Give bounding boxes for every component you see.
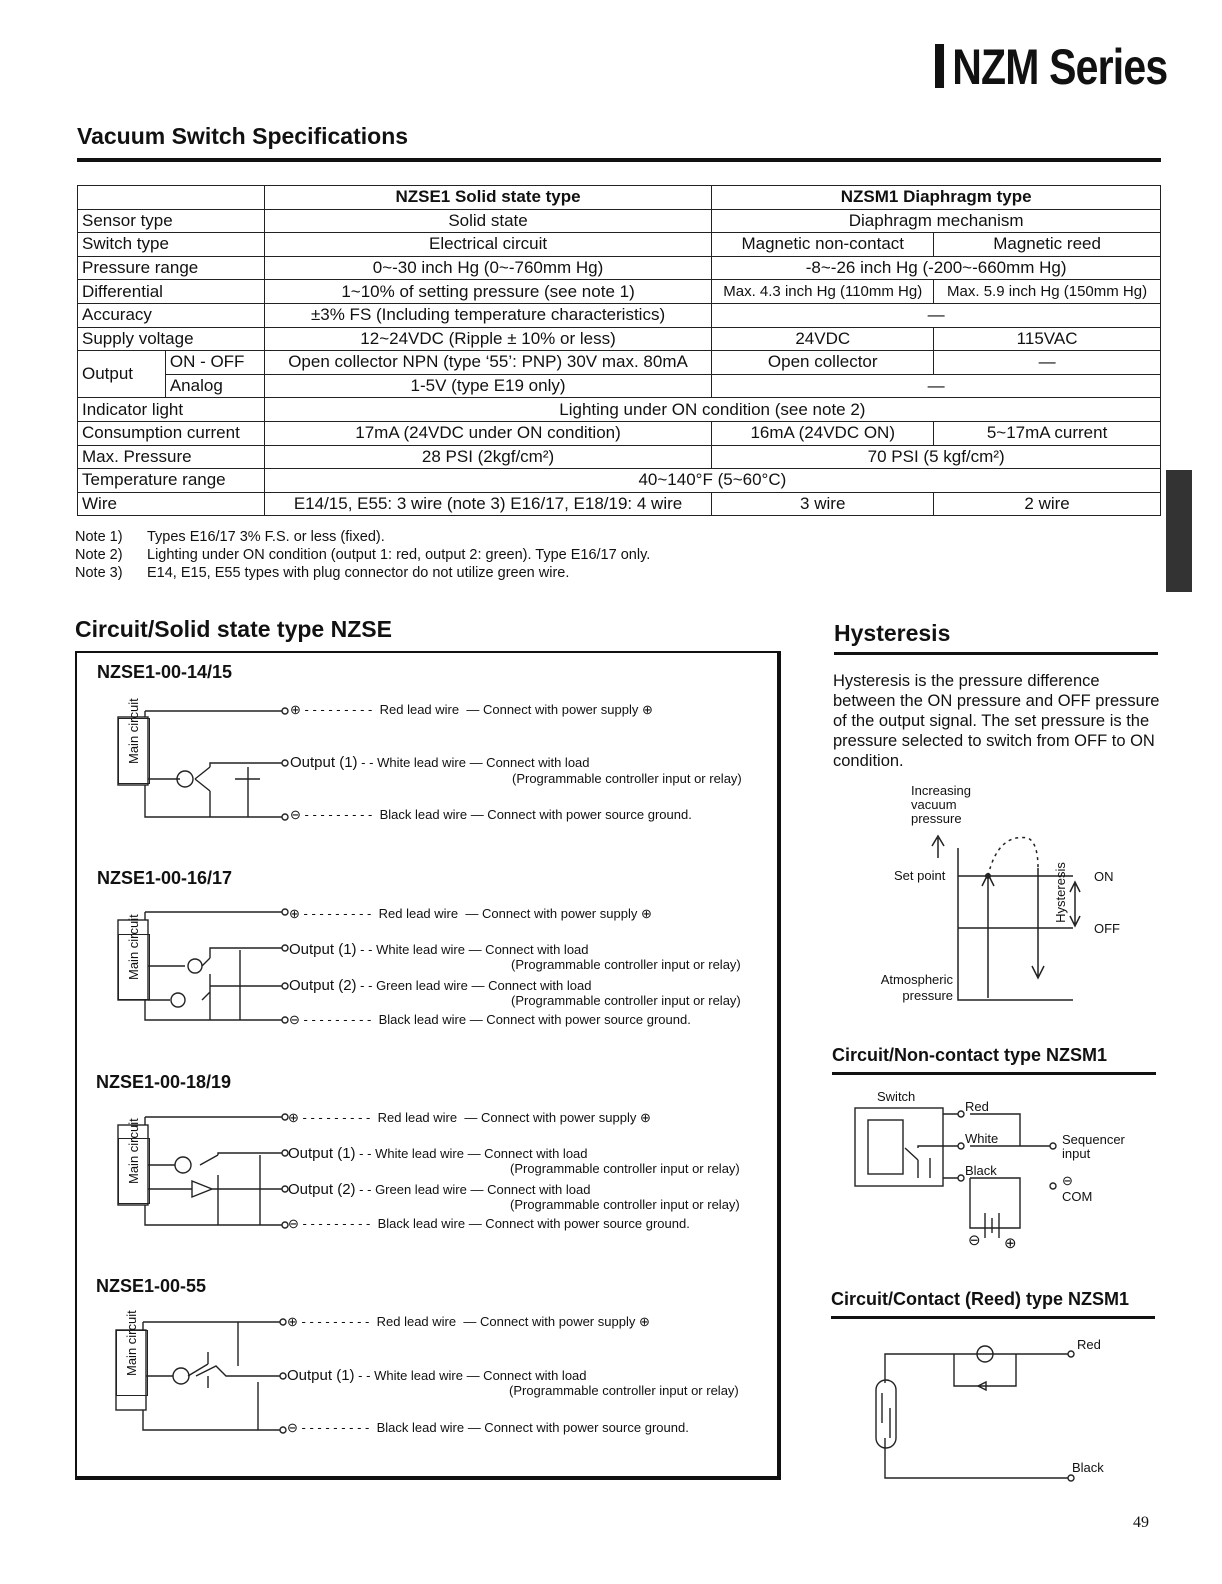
diagram-title: NZSE1-00-18/19 xyxy=(96,1072,232,1092)
wire-label-row: ⊖ - - - - - - - - - Black lead wire — Connect with power source ground. xyxy=(289,1012,691,1027)
load-note: (Programmable controller input or relay) xyxy=(509,1383,739,1398)
table-row: Switch type Electrical circuit Magnetic non-contact Magnetic reed xyxy=(78,233,1161,257)
wire-label-row: Output (1) - - White lead wire — Connect with load xyxy=(289,941,589,958)
circuit-section-title: Circuit/Solid state type NZSE xyxy=(75,616,392,642)
col-nzsm-header: NZSM1 Diaphragm type xyxy=(712,186,1161,210)
page-number: 49 xyxy=(1133,1514,1149,1531)
wire-label-row: ⊕ - - - - - - - - - Red lead wire — Connect with power supply ⊕ xyxy=(287,1314,650,1329)
load-note: (Programmable controller input or relay) xyxy=(512,771,742,786)
section-rule xyxy=(77,158,1161,162)
load-note: (Programmable controller input or relay) xyxy=(510,1161,740,1176)
sequencer-label: Sequencer input xyxy=(1062,1132,1125,1161)
load-note: (Programmable controller input or relay) xyxy=(511,993,741,1008)
table-row: Supply voltage 12~24VDC (Ripple ± 10% or less) 24VDC 115VAC xyxy=(78,327,1161,351)
on-label: ON xyxy=(1094,869,1114,884)
side-tab-marker xyxy=(1166,470,1192,592)
off-label: OFF xyxy=(1094,921,1120,936)
hysteresis-text: Hysteresis is the pressure difference between the ON pressure and OFF pressure of the output signal. The set pressure is the pressure selected to switch from OFF to ON condition. xyxy=(833,672,1160,770)
reed-rule xyxy=(831,1316,1155,1319)
noncontact-diagram xyxy=(850,1098,1070,1258)
hysteresis-graph xyxy=(928,828,1128,1008)
wire-label-row: ⊖ - - - - - - - - - Black lead wire — Connect with power source ground. xyxy=(290,807,692,822)
main-circuit-box: Main circuit xyxy=(116,1330,148,1396)
main-circuit-box: Main circuit xyxy=(118,1138,150,1204)
table-header-row xyxy=(78,186,1161,210)
table-row: Max. Pressure 28 PSI (2kgf/cm²) 70 PSI (5 kgf/cm²) xyxy=(78,445,1161,469)
wire-label-row: ⊖ - - - - - - - - - Black lead wire — Connect with power source ground. xyxy=(288,1216,690,1231)
wire-label-row: ⊕ - - - - - - - - - Red lead wire — Connect with power supply ⊕ xyxy=(288,1110,651,1125)
load-note: (Programmable controller input or relay) xyxy=(510,1197,740,1212)
com-label: ⊖ COM xyxy=(1062,1173,1093,1204)
reed-diagram xyxy=(868,1338,1078,1488)
reed-red-label: Red xyxy=(1077,1337,1101,1352)
red-label: Red xyxy=(965,1099,989,1114)
table-row: Consumption current 17mA (24VDC under ON condition) 16mA (24VDC ON) 5~17mA current xyxy=(78,421,1161,445)
wire-label-row: Output (2) - - Green lead wire — Connect with load xyxy=(288,1181,591,1198)
atmospheric-label: Atmospheric pressure xyxy=(880,972,953,1003)
wire-label-row: ⊖ - - - - - - - - - Black lead wire — Connect with power source ground. xyxy=(287,1420,689,1435)
table-row: Pressure range 0~-30 inch Hg (0~-760mm Hg) -8~-26 inch Hg (-200~-660mm Hg) xyxy=(78,256,1161,280)
hysteresis-title: Hysteresis xyxy=(834,620,951,646)
wire-label-row: Output (2) - - Green lead wire — Connect with load xyxy=(289,977,592,994)
wire-label-row: ⊕ - - - - - - - - - Red lead wire — Connect with power supply ⊕ xyxy=(290,702,653,717)
hysteresis-axis-label: Hysteresis xyxy=(1052,862,1068,923)
battery-minus: ⊖ xyxy=(968,1232,981,1249)
spec-table xyxy=(77,185,1161,516)
diagram-title: NZSE1-00-14/15 xyxy=(97,662,233,682)
hysteresis-rule xyxy=(834,652,1158,655)
diagram-title: NZSE1-00-16/17 xyxy=(97,868,233,888)
reed-title: Circuit/Contact (Reed) type NZSM1 xyxy=(831,1289,1130,1309)
table-row: Sensor type Solid state Diaphragm mechanism xyxy=(78,209,1161,233)
table-row: Differential 1~10% of setting pressure (see note 1) Max. 4.3 inch Hg (110mm Hg) Max. 5.9 inch Hg (150mm Hg) xyxy=(78,280,1161,304)
noncontact-title: Circuit/Non-contact type NZSM1 xyxy=(832,1045,1108,1065)
diagram-title: NZSE1-00-55 xyxy=(96,1276,207,1296)
load-note: (Programmable controller input or relay) xyxy=(511,957,741,972)
table-row: Output ON - OFF Open collector NPN (type ‘55’: PNP) 30V max. 80mA Open collector — xyxy=(78,351,1161,375)
wire-label-row: Output (1) - - White lead wire — Connect with load xyxy=(290,754,590,771)
black-label: Black xyxy=(965,1163,997,1178)
notes: Note 1) Types E16/17 3% F.S. or less (fixed). Note 2) Lighting under ON condition (output 1: red, output 2: green). Type E16/17 only. Note 3) E14, E15, E55 types with plug connector do not utilize green wire. xyxy=(75,529,651,581)
wire-label-row: ⊕ - - - - - - - - - Red lead wire — Connect with power supply ⊕ xyxy=(289,906,652,921)
switch-label: Switch xyxy=(877,1089,916,1104)
reed-black-label: Black xyxy=(1072,1460,1104,1475)
title-bar-mark xyxy=(935,44,944,88)
main-circuit-box: Main circuit xyxy=(118,718,150,784)
table-row: Accuracy ±3% FS (Including temperature characteristics) — xyxy=(78,303,1161,327)
col-nzse-header: NZSE1 Solid state type xyxy=(264,186,712,210)
section-title: Vacuum Switch Specifications xyxy=(77,123,409,149)
noncontact-rule xyxy=(832,1072,1156,1075)
table-row: Analog 1-5V (type E19 only) — xyxy=(78,374,1161,398)
wire-label-row: Output (1) - - White lead wire — Connect with load xyxy=(288,1145,588,1162)
table-row: Temperature range 40~140°F (5~60°C) xyxy=(78,469,1161,493)
increasing-label: Increasing vacuum pressure xyxy=(911,783,971,826)
battery-plus: ⊕ xyxy=(1004,1235,1017,1252)
table-row: Wire E14/15, E55: 3 wire (note 3) E16/17, E18/19: 4 wire 3 wire 2 wire xyxy=(78,492,1161,516)
white-label: White xyxy=(965,1131,999,1146)
series-title: NZM Series xyxy=(935,38,1167,96)
main-circuit-box: Main circuit xyxy=(118,934,150,1000)
set-point-label: Set point xyxy=(894,868,946,883)
table-row: Indicator light Lighting under ON condition (see note 2) xyxy=(78,398,1161,422)
wire-label-row: Output (1) - - White lead wire — Connect with load xyxy=(287,1367,587,1384)
